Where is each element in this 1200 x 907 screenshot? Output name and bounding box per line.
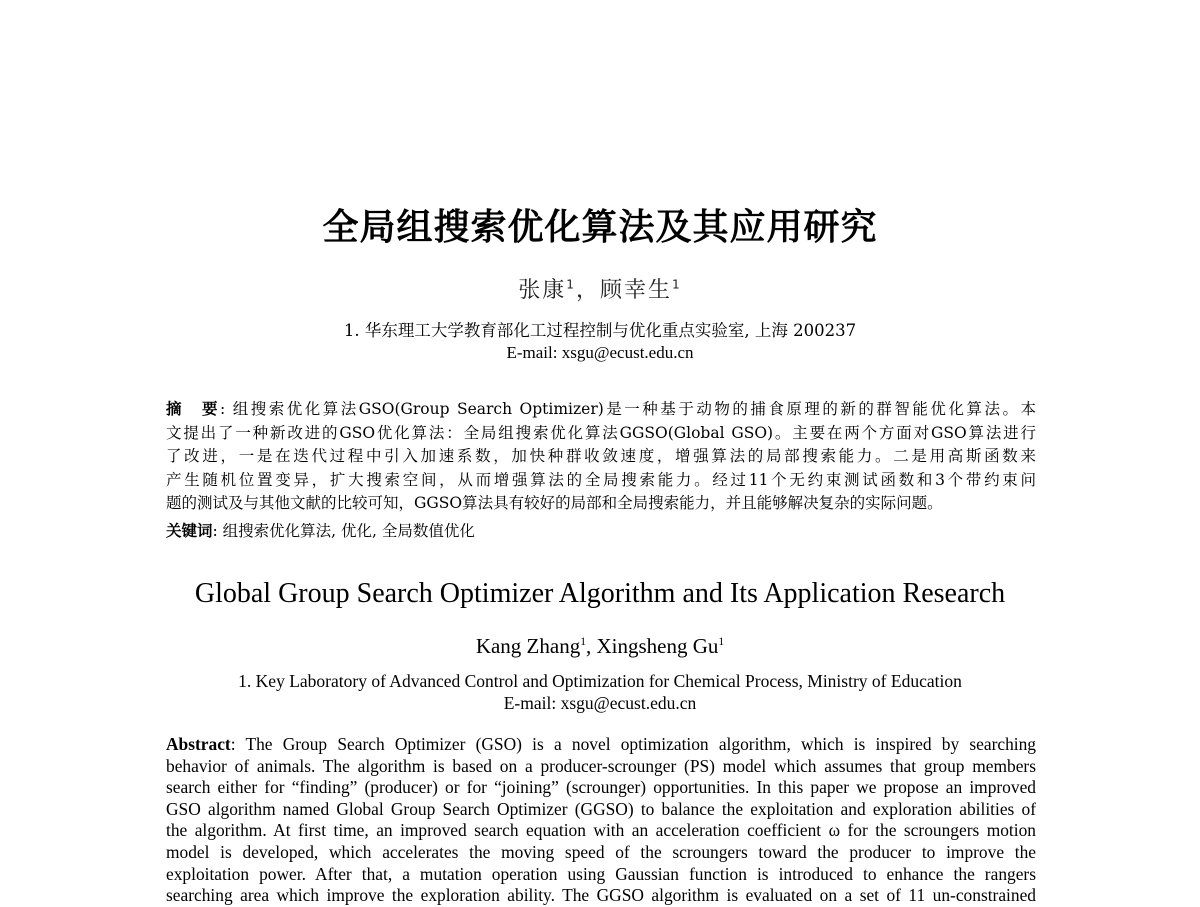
- en-affiliation: 1. Key Laboratory of Advanced Control and Optimization for Chemical Process, Ministry of Education: [238, 671, 962, 691]
- en-abstract-line: [166, 734, 1036, 756]
- en-abstract-line: behavior of animals. The algorithm is based on a producer-scrounger (PS) model which assumes that group members: [166, 755, 1036, 776]
- en-abstract-line: the algorithm. At first time, an improved search equation with an acceleration coefficient ω for the scroungers motion: [166, 820, 1036, 841]
- en-email[interactable]: E-mail: xsgu@ecust.edu.cn: [503, 693, 697, 713]
- cn-keywords-text: : 组搜索优化算法, 优化, 全局数值优化: [212, 522, 475, 540]
- cn-abstract-line: 产生随机位置变异，扩大搜索空间，从而增强算法的全局搜索能力。经过11个无约束测试函数和3个带约束问: [166, 470, 1036, 489]
- cn-author-1-affil-mark: 1: [566, 277, 576, 292]
- cn-abstract-line: 了改进，一是在迭代过程中引入加速系数，加快种群收敛速度，增强算法的局部搜索能力。二是用高斯函数来: [166, 447, 1036, 465]
- en-abstract-line: search either for “finding” (producer) or for “joining” (scrounger) opportunities. In this paper we propose an improved: [166, 777, 1036, 798]
- cn-author-2-affil-mark: 1: [672, 277, 682, 292]
- en-abstract: [166, 734, 1036, 907]
- cn-paper-title: 全局组搜索优化算法及其应用研究: [322, 207, 878, 248]
- cn-author-1: 张康: [518, 278, 567, 303]
- cn-abstract-label: 摘 要: [166, 400, 221, 418]
- cn-abstract-text: : 组搜索优化算法GSO(Group Search Optimizer)是一种基于动物的捕食原理的新的群智能优化算法。本: [220, 400, 1036, 418]
- cn-affiliation: 1. 华东理工大学教育部化工过程控制与优化重点实验室, 上海 200237: [343, 321, 857, 340]
- en-author-2: Xingsheng Gu: [596, 634, 719, 658]
- cn-abstract-line: 题的测试及与其他文献的比较可知，GGSO算法具有较好的局部和全局搜索能力，并且能够解决复杂的实际问题。: [166, 494, 943, 512]
- cn-author-2: 顾幸生: [600, 278, 673, 303]
- en-abstract-label: Abstract: [166, 734, 231, 754]
- cn-abstract-line: [166, 398, 1036, 422]
- en-abstract-line: GSO algorithm named Global Group Search Optimizer (GGSO) to balance the exploitation and exploration abilities of: [166, 798, 1036, 819]
- en-abstract-line: searching area which improve the exploration ability. The GGSO algorithm is evaluated on a set of 11 un-constrained: [166, 885, 1036, 906]
- cn-abstract: [166, 398, 1036, 516]
- en-paper-title: Global Group Search Optimizer Algorithm and Its Application Research: [194, 578, 1006, 609]
- en-abstract-line: model is developed, which accelerates the moving speed of the scroungers toward the producer to improve the: [166, 841, 1036, 862]
- cn-author-separator: ，: [575, 278, 600, 303]
- en-author-1: Kang Zhang: [475, 634, 581, 658]
- en-author-separator: ,: [585, 634, 597, 658]
- cn-keywords-label: 关键词: [166, 522, 213, 540]
- en-authors: [0, 631, 1200, 661]
- cn-email[interactable]: E-mail: xsgu@ecust.edu.cn: [506, 343, 694, 362]
- cn-keywords: [166, 520, 1036, 543]
- en-abstract-line: exploitation power. After that, a mutation operation using Gaussian function is introduced to enhance the rangers: [166, 863, 1036, 884]
- cn-abstract-line: 文提出了一种新改进的GSO优化算法：全局组搜索优化算法GGSO(Global GSO)。主要在两个方面对GSO算法进行: [166, 423, 1036, 442]
- en-abstract-text: : The Group Search Optimizer (GSO) is a novel optimization algorithm, which is inspired by searching: [230, 734, 1036, 754]
- en-author-1-affil-mark: 1: [580, 636, 586, 648]
- en-author-2-affil-mark: 1: [718, 636, 725, 648]
- cn-authors: [0, 274, 1200, 308]
